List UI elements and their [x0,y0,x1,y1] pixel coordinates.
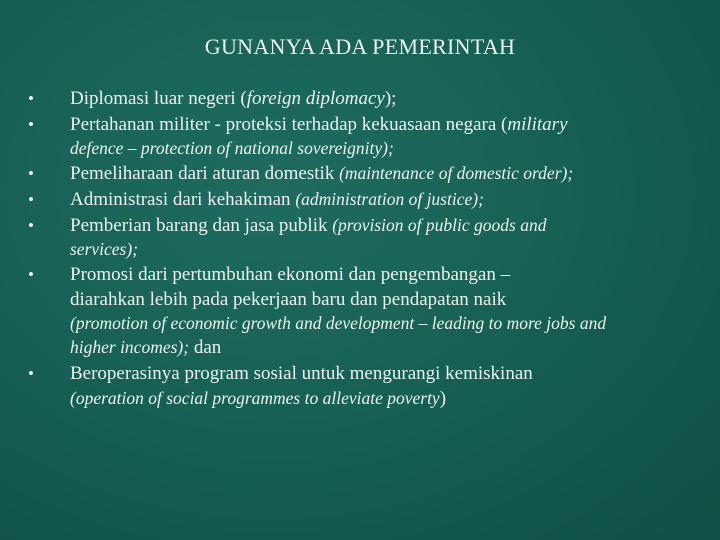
item-text-italic: military [507,114,568,135]
item-text-italic: (operation of social programmes to alleviate poverty [70,388,440,408]
bullet-icon: • [28,164,34,183]
item-line: Promosi dari pertumbuhan ekonomi dan pengembangan – [70,264,511,285]
list-item [28,161,698,186]
bullet-icon: • [28,216,34,235]
bullet-icon: • [28,265,34,284]
item-line: diarahkan lebih pada pekerjaan baru dan pendapatan naik [70,289,507,310]
bullet-list [28,86,698,412]
item-text: ) [439,388,447,409]
item-text: Pemberian barang dan jasa publik [70,215,333,236]
item-text: Administrasi dari kehakiman [70,189,296,210]
bullet-icon: • [28,364,34,383]
item-line [70,386,698,411]
item-text: Pertahanan militer - proteksi terhadap kekuasaan negara ( [70,114,508,135]
slide-title: GUNANYA ADA PEMERINTAH [204,34,516,59]
item-line [70,335,698,360]
item-line-italic: defence – protection of national sovereignity); [70,138,394,158]
item-line: Beroperasinya program sosial untuk mengurangi kemiskinan [70,363,533,384]
bullet-icon: • [28,89,34,108]
item-text: dan [189,337,222,358]
item-line [70,161,698,186]
item-text: ); [384,88,397,109]
item-text-italic: higher incomes); [70,337,190,357]
item-text-italic: (administration of justice); [295,189,484,209]
list-item [28,86,698,111]
list-item [28,361,698,411]
item-text-italic: (provision of public goods and [332,215,547,235]
item-text: Pemeliharaan dari aturan domestik [70,163,340,184]
bullet-icon: • [28,190,34,209]
item-line-italic: services); [70,239,139,259]
item-text: Diplomasi luar negeri ( [70,88,247,109]
list-item [28,262,698,360]
item-text-italic: (maintenance of domestic order); [339,163,574,183]
list-item [28,112,698,160]
list-item [28,213,698,261]
list-item [28,187,698,212]
bullet-icon: • [28,115,34,134]
item-line [70,213,698,238]
item-line [70,86,698,111]
item-line [70,112,698,137]
item-line-italic: (promotion of economic growth and development – leading to more jobs and [70,313,607,333]
item-line [70,187,698,212]
item-text-italic: foreign diplomacy [246,88,385,109]
